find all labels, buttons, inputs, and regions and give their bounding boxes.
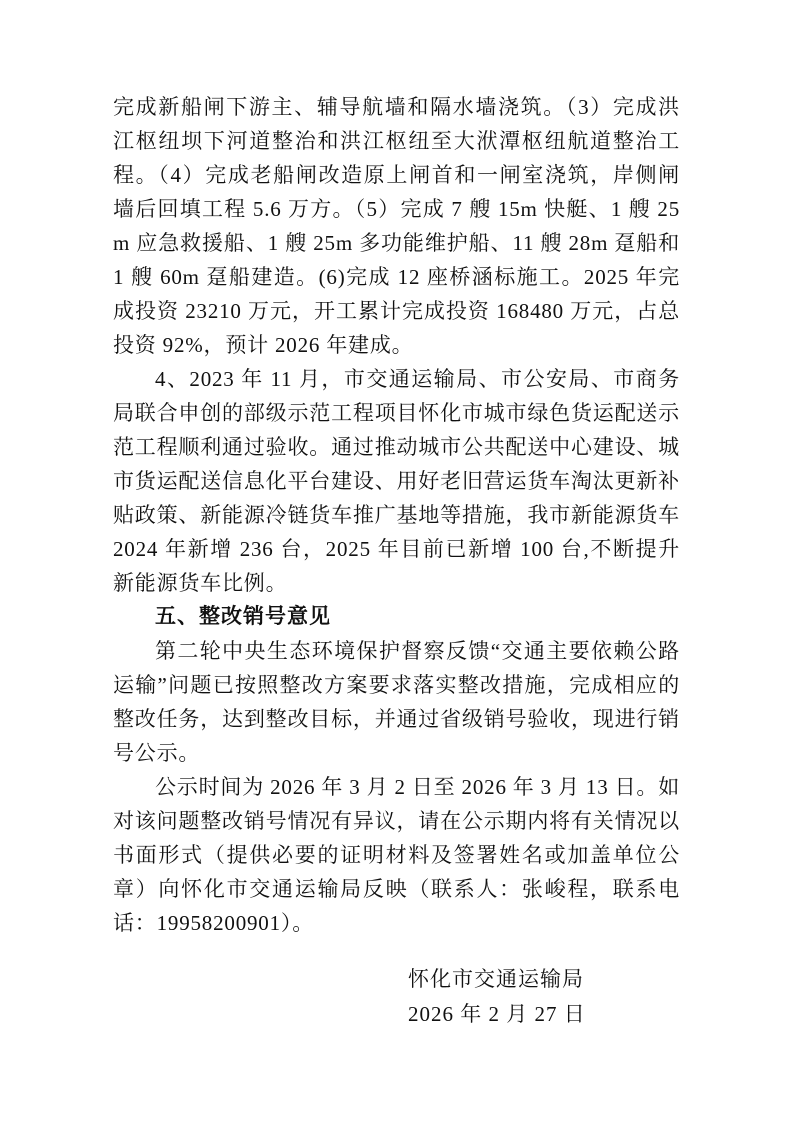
signature-date: 2026 年 2 月 27 日 xyxy=(408,1002,586,1026)
paragraph-publicity-period: 公示时间为 2026 年 3 月 2 日至 2026 年 3 月 13 日。如对该问题整改销号情况有异议，请在公示期内将有关情况以书面形式（提供必要的证明材料及签署姓名或加盖单位公章）向怀化市交通运输局反映（联系人：张峻程，联系电话：19958200901）。 xyxy=(113,775,680,935)
signature-block xyxy=(408,962,680,1032)
paragraph-continuation: 完成新船闸下游主、辅导航墙和隔水墙浇筑。（3）完成洪江枢纽坝下河道整治和洪江枢纽至大洑潭枢纽航道整治工程。（4）完成老船闸改造原上闸首和一闸室浇筑，岸侧闸墙后回填工程 5.6 万方。（5）完成 7 艘 15m 快艇、1 艘 25m 应急救援船、1 艘 25m 多功能维护船、11 艘 28m 趸船和 1 艘 60m 趸船建造。(6)完成 12 座桥涵标施工。2025 年完成投资 23210 万元，开工累计完成投资 168480 万元，占总投资 92%，预计 2026 年建成。 xyxy=(113,95,680,357)
paragraph-rectification-status: 第二轮中央生态环境保护督察反馈“交通主要依赖公路运输”问题已按照整改方案要求落实整改措施，完成相应的整改任务，达到整改目标，并通过省级销号验收，现进行销号公示。 xyxy=(113,639,680,765)
document-body xyxy=(113,90,680,1032)
paragraph-item-4: 4、2023 年 11 月，市交通运输局、市公安局、市商务局联合申创的部级示范工程项目怀化市城市绿色货运配送示范工程顺利通过验收。通过推动城市公共配送中心建设、城市货运配送信息化平台建设、用好老旧营运货车淘汰更新补贴政策、新能源冷链货车推广基地等措施，我市新能源货车 2024 年新增 236 台，2025 年目前已新增 100 台,不断提升新能源货车比例。 xyxy=(113,367,680,595)
signature-organization: 怀化市交通运输局 xyxy=(408,967,584,991)
section-heading-rectification: 五、整改销号意见 xyxy=(155,605,331,628)
